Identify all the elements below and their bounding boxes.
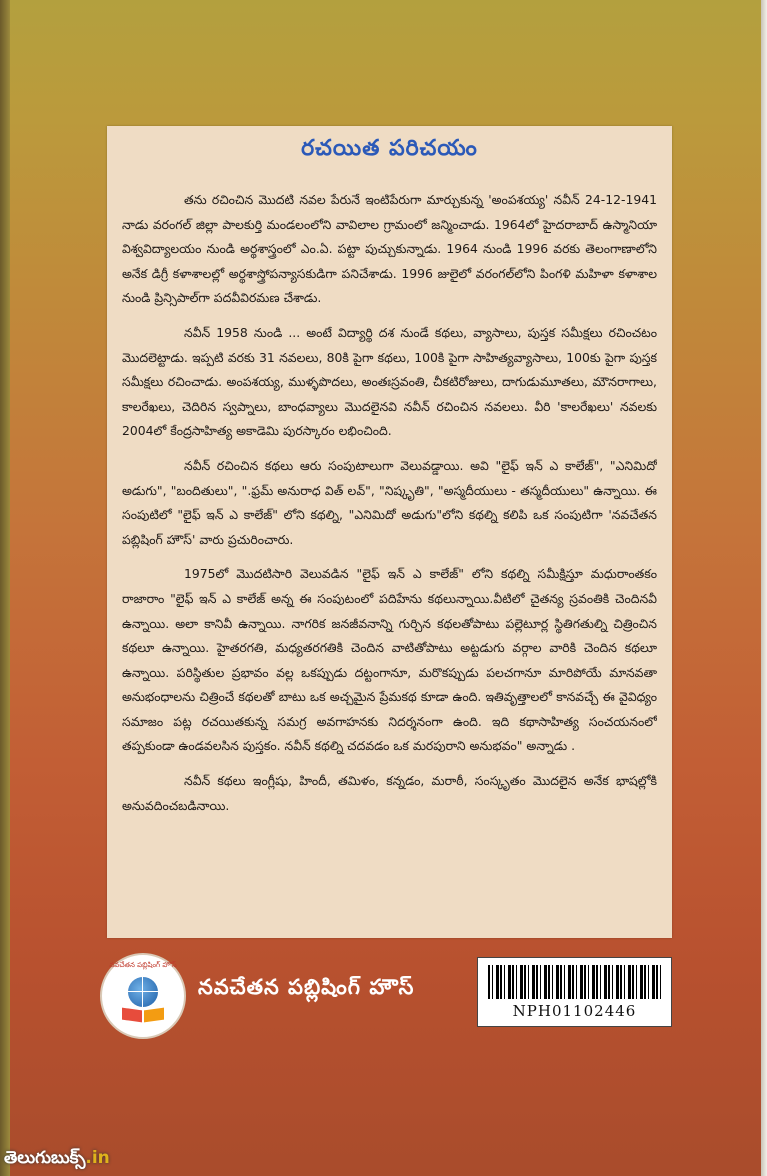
paragraph: నవీన్ కథలు ఇంగ్లీషు, హిందీ, తమిళం, కన్నడం, మరాఠీ, సంస్కృతం మొదలైన అనేక భాషల్లోకి అనువదించబడినాయి. [122,773,657,813]
book-icon [122,1009,164,1021]
barcode-bars [488,965,661,999]
page-edge [761,0,767,1176]
watermark-prefix: తెలుగుబుక్స్ [4,1148,86,1168]
author-intro-panel [107,126,672,938]
cover-spine-edge [0,0,10,1176]
barcode [477,957,672,1027]
author-intro-text [122,188,657,928]
paragraph: తను రచించిన మొదటి నవల పేరునే ఇంటిపేరుగా మార్చుకున్న 'అంపశయ్య' నవీన్ 24-12-1941 నాడు వరంగల్ జిల్లా పాలకుర్తి మండలంలోని వావిలాల గ్రామంలో జన్మించాడు. 1964లో హైదరాబాద్ ఉస్మానియా విశ్వవిద్యాలయం నుండి అర్థశాస్త్రంలో ఎం.ఏ. పట్టా పుచ్చుకున్నాడు. 1964 నుండి 1996 వరకు తెలంగాణాలోని అనేక డిగ్రీ కళాశాలల్లో అర్థశాస్త్రోపన్యాసకుడిగా పనిచేశాడు. 1996 జులైలో వరంగల్‌లోని పింగళి మహిళా కళాశాల నుండి ప్రిన్సిపాల్‌గా పదవీవిరమణ చేశాడు. [122,192,657,306]
publisher-logo [100,953,186,1039]
logo-ring-text: నవచేతన పబ్లిషింగ్ హౌస్ [109,961,177,969]
watermark-suffix: .in [85,1148,110,1168]
paragraph: నవీన్ రచించిన కథలు ఆరు సంపుటాలుగా వెలువడ్డాయి. అవి "లైఫ్ ఇన్ ఎ కాలేజ్", "ఎనిమిదో అడుగు", "బందితులు", ".ఫ్రమ్ అనురాధ విత్ లవ్", "నిష్కృతి", "అస్మదీయులు - తస్మదీయులు" ఉన్నాయి. ఈ సంపుటిలో "లైఫ్ ఇన్ ఎ కాలేజ్" లోని కథల్ని, "ఎనిమిదో అడుగు"లోని కథల్ని కలిపి ఒక సంపుటిగా 'నవచేతన పబ్లిషింగ్ హౌస్' వారు ప్రచురించారు. [122,457,657,547]
publisher-name: నవచేతన పబ్లిషింగ్ హౌస్ [198,975,415,999]
panel-title: రచయిత పరిచయం [301,136,478,161]
paragraph: నవీన్ 1958 నుండి ... అంటే విద్యార్థి దశ నుండే కథలు, వ్యాసాలు, పుస్తక సమీక్షలు రచించటం మొదలెట్టాడు. ఇప్పటి వరకు 31 నవలలు, 80కి పైగా కథలు, 100కి పైగా సాహిత్యవ్యాసాలు, 100కు పైగా పుస్తక సమీక్షలు రచించాడు. అంపశయ్య, ముళ్ళపొదలు, అంతఃస్రవంతి, చీకటిరోజులు, దాగుడుమూతలు, మౌనరాగాలు, కాలరేఖలు, చెదిరిన స్వప్నాలు, బాంధవ్యాలు మొదలైనవి నవీన్ రచించిన నవలలు. వీరి 'కాలరేఖలు' నవలకు 2004లో కేంద్రసాహిత్య అకాడెమి పురస్కారం లభించింది. [122,324,657,439]
globe-icon [128,977,158,1007]
barcode-number: NPH01102446 [512,1002,637,1020]
site-watermark [4,1148,110,1172]
paragraph: 1975లో మొదటిసారి వెలువడిన "లైఫ్ ఇన్ ఎ కాలేజ్" లోని కథల్ని సమీక్షిస్తూ మధురాంతకం రాజారాం "లైఫ్ ఇన్ ఎ కాలేజ్ అన్న ఈ సంపుటంలో పదిహేను కథలున్నాయి.వీటిలో చైతన్య స్రవంతికి చెందినవీ ఉన్నాయి. అలా కానివీ ఉన్నాయి. నాగరిక జనజీవనాన్ని గుర్చిన కథలతోపాటు పల్లెటూర్ల స్థితిగతుల్ని చిత్రించిన కథలూ ఉన్నాయి. హైతరగతి, మధ్యతరగతికి చెందిన వాటితోపాటు అట్టడుగు వర్గాల వారికి చెందిన కథలూ ఉన్నాయి. పరిస్థితుల ప్రభావం వల్ల ఒకప్పుడు దట్టంగానూ, మరొకప్పుడు పలచగానూ మారిపోయే మానవతా అనుభంధాలను చిత్రించే కథలతో బాటు ఒక అచ్చమైన ప్రేమకథ కూడా ఉంది. ఇతివృత్తాలలో కానవచ్చే ఈ వైవిధ్యం సమాజం పట్ల రచయితకున్న సమగ్ర అవగాహనకు నిదర్శనంగా ఉంది. ఇది కథాసాహిత్య సంచయనంలో తప్పకుండా ఉండవలసిన పుస్తకం. నవీన్ కథల్ని చదవడం ఒక మరపురాని అనుభవం" అన్నాడు . [122,566,657,754]
